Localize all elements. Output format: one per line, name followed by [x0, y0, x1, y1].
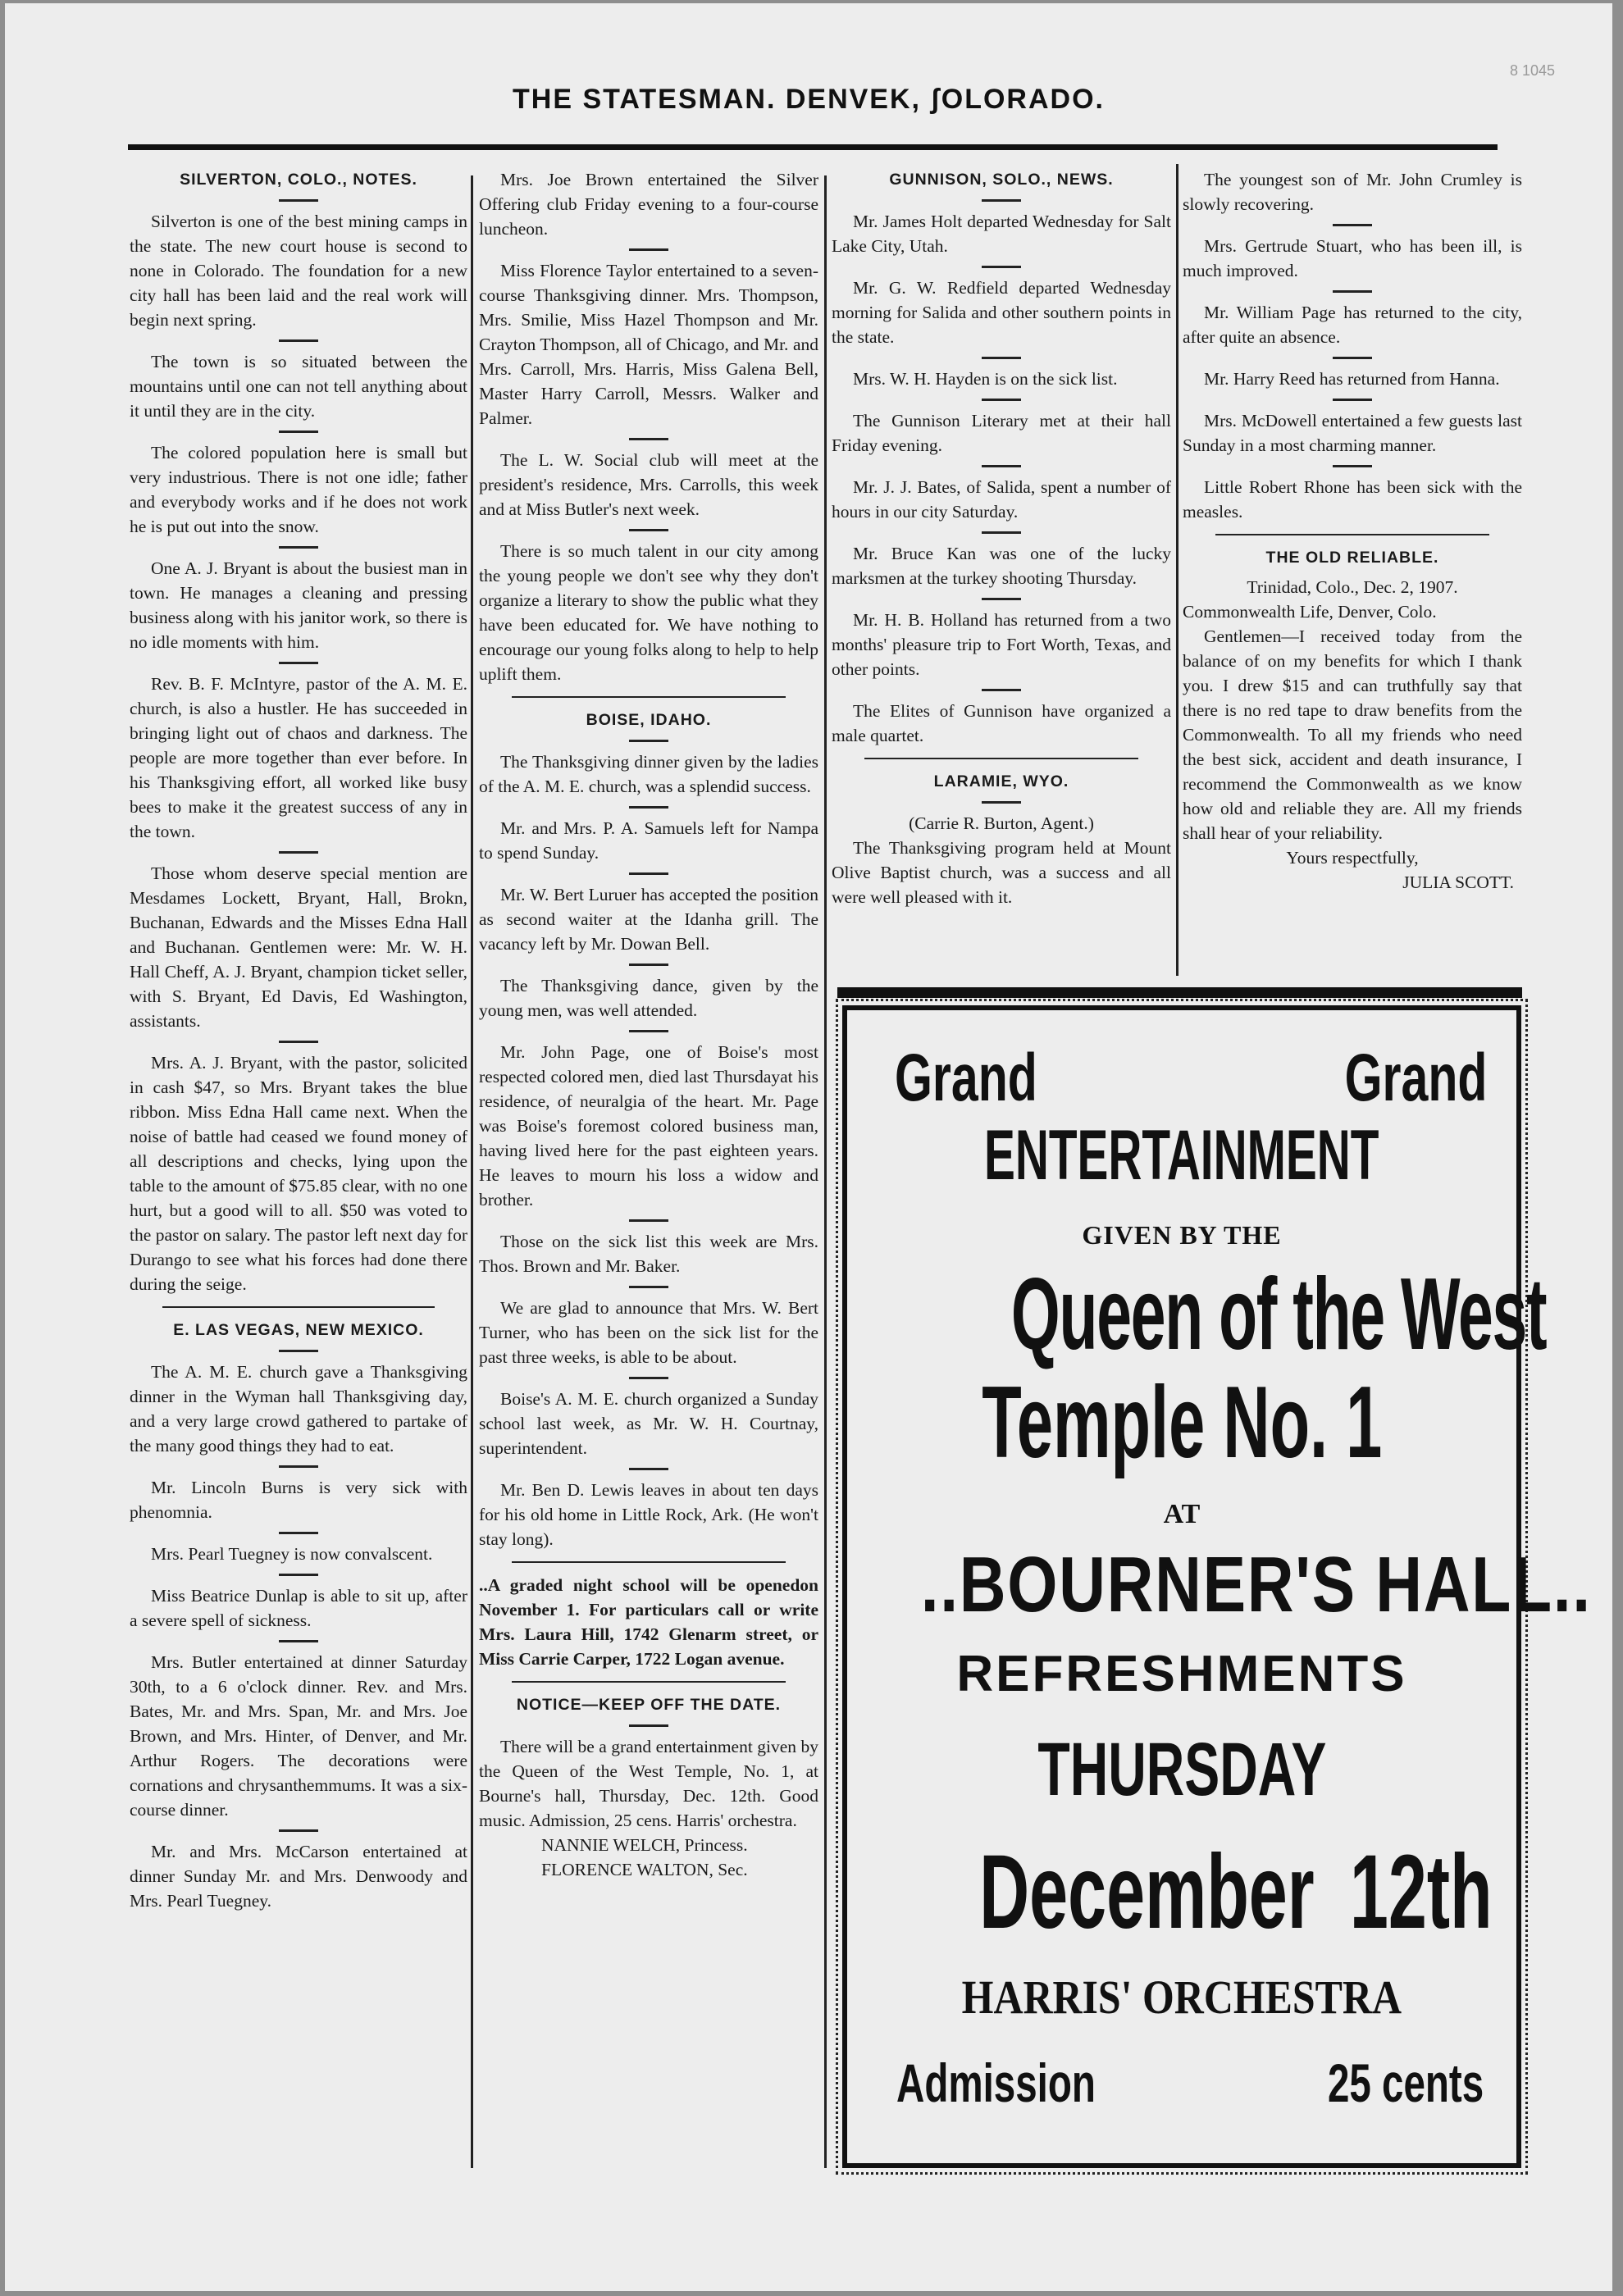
separator: [982, 266, 1021, 268]
column-3: [832, 167, 1171, 909]
separator: [982, 465, 1021, 467]
section-rule: [512, 1681, 786, 1683]
separator: [279, 1041, 318, 1043]
ad-grand-left: Grand: [895, 1041, 1037, 1115]
article-paragraph: Little Robert Rhone has been sick with the measles.: [1183, 477, 1522, 522]
article-paragraph: The Gunnison Literary met at their hall Friday evening.: [832, 411, 1171, 455]
column-2: [479, 167, 818, 1882]
agent-line: (Carrie R. Burton, Agent.): [909, 813, 1094, 833]
separator: [629, 438, 668, 440]
separator: [279, 1350, 318, 1352]
article-paragraph: Boise's A. M. E. church organized a Sunday school last week, as Mr. W. H. Courtnay, superintendent.: [479, 1389, 818, 1458]
newspaper-page: [5, 3, 1612, 2291]
ad-temple-no-1: Temple No. 1: [981, 1366, 1383, 1479]
section-heading-notice: NOTICE—KEEP OFF THE DATE.: [516, 1696, 782, 1714]
masthead: THE STATESMAN. DENVEK, ʃOLORADO.: [513, 84, 1105, 115]
column-divider: [471, 175, 473, 2168]
article-paragraph: The A. M. E. church gave a Thanksgiving dinner in the Wyman hall Thanksgiving day, and a very large crowd gathered to partake of the many good things they had to eat.: [130, 1362, 467, 1456]
ad-top-bar: [837, 987, 1522, 998]
article-paragraph: The Thanksgiving dinner given by the ladies of the A. M. E. church, was a splendid success.: [479, 752, 818, 796]
separator: [279, 1465, 318, 1468]
separator: [982, 801, 1021, 804]
article-paragraph: Mr. Lincoln Burns is very sick with phenomnia.: [130, 1478, 467, 1522]
signature-princess: NANNIE WELCH, Princess.: [541, 1835, 748, 1855]
article-paragraph: There is so much talent in our city among the young people we don't see why they don't organize a literary to show the public what they have been educated for. We have nothing to encourage our young folks along to help to help uplift them.: [479, 541, 818, 684]
separator: [629, 1724, 668, 1727]
article-paragraph: Mr. and Mrs. McCarson entertained at dinner Sunday Mr. and Mrs. Denwoody and Mrs. Pearl Tuegney.: [130, 1842, 467, 1911]
article-paragraph: Mr. G. W. Redfield departed Wednesday morning for Salida and other southern points in the state.: [832, 278, 1171, 347]
article-paragraph: Mr. William Page has returned to the city, after quite an absence.: [1183, 303, 1522, 347]
separator: [1333, 357, 1372, 359]
separator: [629, 963, 668, 966]
separator: [982, 689, 1021, 691]
column-1: [130, 167, 467, 1913]
ad-admission: Admission: [896, 2052, 1096, 2113]
separator: [1333, 290, 1372, 293]
ad-at: AT: [1163, 1499, 1201, 1529]
column-divider: [1176, 164, 1178, 976]
separator: [279, 662, 318, 664]
separator: [629, 740, 668, 742]
separator: [982, 531, 1021, 534]
section-heading-boise: BOISE, IDAHO.: [586, 711, 712, 729]
night-school-notice: ..A graded night school will be openedon November 1. For particulars call or write Mrs. Laura Hill, 1742 Glenarm street, or Miss Carrie Carper, 1722 Logan avenue.: [479, 1575, 818, 1669]
article-paragraph: Mr. John Page, one of Boise's most respected colored men, died last Thursdayat his residence, of neuralgia of the heart. Mr. Page was Boise's foremost colored business man, having lived here for the past eighteen years. He leaves to mourn his loss a widow and brother.: [479, 1042, 818, 1210]
section-rule: [864, 758, 1138, 759]
separator: [279, 1574, 318, 1576]
article-paragraph: Miss Beatrice Dunlap is able to sit up, after a severe spell of sickness.: [130, 1586, 467, 1630]
signature-secretary: FLORENCE WALTON, Sec.: [541, 1860, 748, 1879]
separator: [629, 1030, 668, 1032]
separator: [629, 872, 668, 875]
article-paragraph: Mr. Ben D. Lewis leaves in about ten days for his old home in Little Rock, Ark. (He won't stay long).: [479, 1480, 818, 1549]
masthead-rule: [128, 144, 1498, 150]
separator: [629, 806, 668, 809]
article-paragraph: Mr. Harry Reed has returned from Hanna.: [1204, 369, 1500, 389]
section-heading-gunnison: GUNNISON, SOLO., NEWS.: [889, 171, 1114, 189]
article-paragraph: The town is so situated between the mountains until one can not tell anything about it until they are in the city.: [130, 352, 467, 421]
section-rule: [512, 696, 786, 698]
separator: [279, 1829, 318, 1832]
ad-bourners-hall: ..BOURNER'S HALL..: [920, 1541, 1592, 1629]
addressee: Commonwealth Life, Denver, Colo.: [1183, 602, 1437, 622]
letter-signer: JULIA SCOTT.: [1402, 872, 1514, 892]
column-divider: [824, 175, 827, 2168]
separator: [629, 1377, 668, 1379]
article-paragraph: The L. W. Social club will meet at the president's residence, Mrs. Carrolls, this week and at Miss Butler's next week.: [479, 450, 818, 519]
separator: [1333, 224, 1372, 226]
article-paragraph: There will be a grand entertainment given by the Queen of the West Temple, No. 1, at Bourne's hall, Thursday, Dec. 12th. Good music. Admission, 25 cens. Harris' orchestra.: [479, 1737, 818, 1830]
section-rule: [1215, 534, 1489, 535]
article-paragraph: One A. J. Bryant is about the busiest man in town. He manages a cleaning and pressing business along with his janitor work, so there is no idle moments with him.: [130, 558, 467, 652]
article-paragraph: Mrs. Gertrude Stuart, who has been ill, is much improved.: [1183, 236, 1522, 280]
article-paragraph: The Thanksgiving program held at Mount Olive Baptist church, was a success and all were well pleased with it.: [832, 838, 1171, 907]
ad-given-by: GIVEN BY THE: [1082, 1220, 1282, 1250]
separator: [1333, 399, 1372, 401]
separator: [982, 199, 1021, 202]
article-paragraph: Mrs. McDowell entertained a few guests last Sunday in a most charming manner.: [1183, 411, 1522, 455]
separator: [279, 430, 318, 433]
article-paragraph: Mrs. Joe Brown entertained the Silver Offering club Friday evening to a four-course luncheon.: [479, 170, 818, 239]
section-heading-las-vegas: E. LAS VEGAS, NEW MEXICO.: [173, 1321, 424, 1339]
article-paragraph: The colored population here is small but very industrious. There is not one idle; father and everybody works and if he does not work he is put out into the snow.: [130, 443, 467, 536]
article-paragraph: Mrs. W. H. Hayden is on the sick list.: [853, 369, 1118, 389]
article-paragraph: Rev. B. F. McIntyre, pastor of the A. M. E. church, is also a hustler. He has succeeded in bringing light out of chaos and darkness. The people are more together than ever before. In his Thanksgiving effort, all worked like busy bees to make it the greatest success of any in the town.: [130, 674, 467, 841]
article-paragraph: Mr. J. J. Bates, of Salida, spent a number of hours in our city Saturday.: [832, 477, 1171, 522]
article-paragraph: Mr. Bruce Kan was one of the lucky marksmen at the turkey shooting Thursday.: [832, 544, 1171, 588]
article-paragraph: We are glad to announce that Mrs. W. Bert Turner, who has been on the sick list for the past three weeks, is able to be about.: [479, 1298, 818, 1367]
article-paragraph: The Elites of Gunnison have organized a male quartet.: [832, 701, 1171, 745]
article-paragraph: Mrs. Butler entertained at dinner Saturday 30th, to a 6 o'clock dinner. Rev. and Mrs. Bates, Mr. and Mrs. Span, Mr. and Mrs. Joe Brown, and Mrs. Hinter, of Denver, and Mr. Arthur Rogers. The decorations were cornations and chrysanthemmums. It was a six-course dinner.: [130, 1652, 467, 1820]
entertainment-advertisement: [842, 1005, 1592, 2168]
article-paragraph: Mr. H. B. Holland has returned from a two months' pleasure trip to Fort Worth, Texas, and other points.: [832, 610, 1171, 679]
article-paragraph: The youngest son of Mr. John Crumley is slowly recovering.: [1183, 170, 1522, 214]
separator: [629, 1219, 668, 1222]
ad-entertainment: ENTERTAINMENT: [984, 1116, 1379, 1195]
separator: [629, 1286, 668, 1288]
separator: [279, 339, 318, 342]
section-rule: [162, 1306, 435, 1308]
ad-grand-right: Grand: [1344, 1041, 1487, 1115]
article-paragraph: The Thanksgiving dance, given by the young men, was well attended.: [479, 976, 818, 1020]
separator: [982, 598, 1021, 600]
article-paragraph: Miss Florence Taylor entertained to a seven-course Thanksgiving dinner. Mrs. Thompson, Mrs. Smilie, Miss Hazel Thompson and Mr. Crayton Thompson, all of Chicago, and Mr. and Mrs. Carroll, Mrs. Harris, Miss Galena Bell, Master Harry Carroll, Messrs. Walker and Palmer.: [479, 261, 818, 428]
ad-refreshments: REFRESHMENTS: [956, 1646, 1407, 1702]
separator: [629, 1468, 668, 1470]
article-paragraph: Mrs. Pearl Tuegney is now convalscent.: [151, 1544, 433, 1564]
section-heading-laramie: LARAMIE, WYO.: [933, 772, 1069, 790]
section-heading-old-reliable: THE OLD RELIABLE.: [1265, 549, 1439, 567]
letter-closing: Yours respectfully,: [1286, 848, 1419, 868]
article-paragraph: Mr. W. Bert Luruer has accepted the position as second waiter at the Idanha grill. The vacancy left by Mr. Dowan Bell.: [479, 885, 818, 954]
ad-queen-of-the-west: Queen of the West: [1010, 1258, 1547, 1371]
article-paragraph: Mr. James Holt departed Wednesday for Salt Lake City, Utah.: [832, 212, 1171, 256]
ad-date: December 12th: [979, 1834, 1493, 1951]
separator: [629, 248, 668, 251]
separator: [629, 529, 668, 531]
separator: [279, 546, 318, 549]
article-paragraph: Mr. and Mrs. P. A. Samuels left for Nampa to spend Sunday.: [479, 818, 818, 863]
section-rule: [512, 1561, 786, 1563]
separator: [982, 399, 1021, 401]
column-4: [1183, 167, 1522, 895]
article-paragraph: Mrs. A. J. Bryant, with the pastor, solicited in cash $47, so Mrs. Bryant takes the blue ribbon. Miss Edna Hall came next. When the noise of battle had ceased we found money of all descriptions and checks, lying upon the table to the amount of $75.85 clear, with no one hurt, but a good will to all. $50 was voted to the pastor on salary. The pastor left next day for Durango to see what his forces had done there during the seige.: [130, 1053, 467, 1294]
letter-body: Gentlemen—I received today from the balance of on my benefits for which I thank you. I drew $15 and can truthfully say that there is no red tape to draw benefits from the Commonwealth. To all my friends who need the best sick, accident and death insurance, I recommend the Commonwealth as we know how old and reliable they are. All my friends shall hear of your reliability.: [1183, 626, 1522, 843]
separator: [1333, 465, 1372, 467]
article-paragraph: Those on the sick list this week are Mrs. Thos. Brown and Mr. Baker.: [479, 1232, 818, 1276]
article-paragraph: Silverton is one of the best mining camps in the state. The new court house is second to none in Colorado. The foundation for a new city hall has been laid and the real work will begin next spring.: [130, 212, 467, 330]
separator: [279, 851, 318, 854]
separator: [279, 1532, 318, 1534]
ad-thursday: THURSDAY: [1037, 1728, 1326, 1811]
page-folio: 8 1045: [1509, 62, 1555, 79]
ad-orchestra: HARRIS' ORCHESTRA: [961, 1970, 1402, 2024]
article-paragraph: Those whom deserve special mention are Mesdames Lockett, Bryant, Hall, Brokn, Buchanan, Edwards and the Misses Edna Hall and Buchanan. Gentlemen were: Mr. W. H. Hall Cheff, A. J. Bryant, champion ticket seller, with S. Bryant, Ed Davis, Ed Washington, assistants.: [130, 863, 467, 1031]
ad-price: 25 cents: [1327, 2052, 1484, 2113]
separator: [982, 357, 1021, 359]
dateline: Trinidad, Colo., Dec. 2, 1907.: [1247, 577, 1458, 597]
section-heading-silverton: SILVERTON, COLO., NOTES.: [180, 171, 417, 189]
separator: [279, 199, 318, 202]
separator: [279, 1640, 318, 1642]
